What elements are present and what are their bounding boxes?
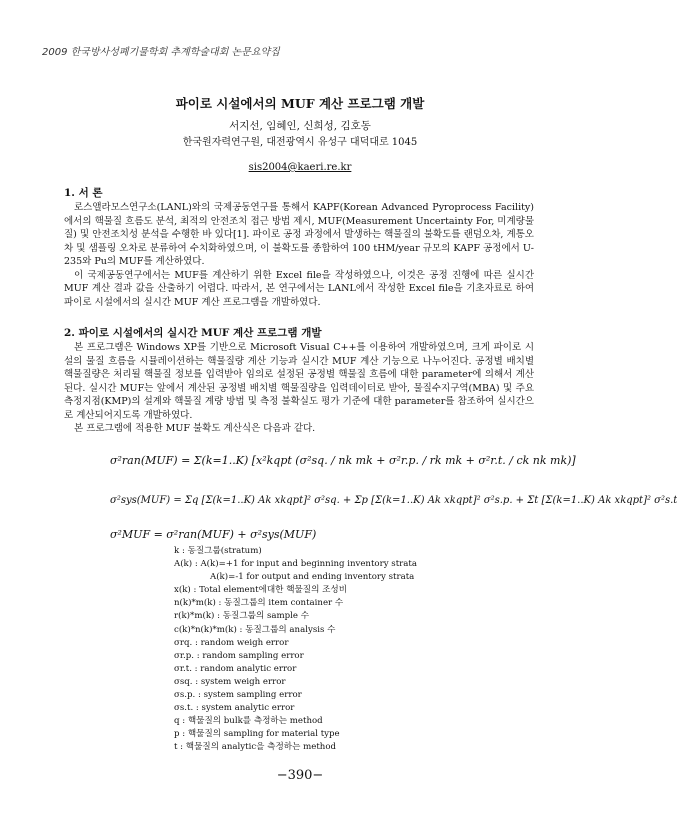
definition-item: r(k)*m(k) : 동질그룹의 sample 수 xyxy=(174,611,310,622)
definition-item: A(k)=-1 for output and ending inventory strata xyxy=(210,572,415,583)
definition-item: σr.p. : random sampling error xyxy=(174,650,304,661)
definition-item: A(k) : A(k)=+1 for input and beginning inventory strata xyxy=(174,559,417,570)
definition-item: t : 핵물질의 analytic을 측정하는 method xyxy=(174,742,337,753)
definition-item: c(k)*n(k)*m(k) : 동질그룹의 analysis 수 xyxy=(174,624,336,635)
definition-item: p : 핵물질의 sampling for material type xyxy=(174,729,340,740)
formula-random xyxy=(110,440,576,480)
formula-total-text: σ²MUF = σ²ran(MUF) + σ²sys(MUF) xyxy=(110,527,317,541)
section-2-body xyxy=(64,341,534,436)
author-email: sis2004@kaeri.re.kr xyxy=(248,162,352,173)
definition-item: q : 핵물질의 bulk를 측정하는 method xyxy=(174,716,323,727)
definition-item: n(k)*m(k) : 동질그룹의 item container 수 xyxy=(174,598,344,609)
page-number: −390− xyxy=(276,768,324,783)
paragraph: 본 프로그램은 Windows XP를 기반으로 Microsoft Visual C++를 이용하여 개발하였으며, 크게 파이로 시설의 물질 흐름을 시뮬레이션하는 핵물질량 계산 기능과 실시간 MUF 계산 기능으로 나누어진다. 공정별 배치별 핵물질량은 처리될 핵물질 정보를 입력받아 임의로 설정된 공정별 핵물질 흐름에 대한 parameter에 의해서 계산된다. 실시간 MUF는 앞에서 계산된 공정별 배치별 핵물질량을 입력데이터로 받아, 물질수지구역(MBA) 및 주요측정지점(KMP)의 설계와 핵물질 계량 방법 및 측정 불확실도 평가 기준에 대한 parameter를 참조하여 실시간으로 계산되어지도록 개발하였다. xyxy=(64,342,534,421)
definition-item: σsq. : system weigh error xyxy=(174,676,286,687)
definition-item: σs.t. : system analytic error xyxy=(174,703,295,714)
paragraph: 이 국제공동연구에서는 MUF를 계산하기 위한 Excel file을 작성하였으나, 이것은 공정 진행에 따른 실시간 MUF 계산 결과 값을 산출하기 어렵다. 따라서, 본 연구에서는 LANL에서 작성한 Excel file을 기초자료로 하여 파이로 시설에서의 실시간 MUF 계산 프로그램을 개발하였다. xyxy=(64,269,534,308)
author-list: 서지선, 임혜인, 신희성, 김호동 xyxy=(229,120,371,132)
paragraph: 로스앨라모스연구소(LANL)와의 국제공동연구를 통해서 KAPF(Korean Advanced Pyroprocess Facility)에서의 핵물질 흐름도 분석, 최적의 안전조치 접근 방법 제시, MUF(Measurement Uncertainty For, 미계량물질) 및 안전조치성 분석을 수행한 바 있다[1]. 파이로 공정 과정에서 발생하는 핵물질의 불확도를 랜덤오차, 계통오차 및 샘플링 오차로 분류하여 수치화하였으며, 이 불확도를 종합하여 100 tHM/year 규모의 KAPF 공정에서 U-235와 Pu의 MUF를 계산하였다. xyxy=(64,202,534,267)
paper-title: 파이로 시설에서의 MUF 계산 프로그램 개발 xyxy=(175,96,425,111)
section-2-heading: 2. 파이로 시설에서의 실시간 MUF 계산 프로그램 개발 xyxy=(64,327,322,339)
affiliation: 한국원자력연구원, 대전광역시 유성구 대덕대로 1045 xyxy=(182,137,418,148)
formula-systematic xyxy=(110,480,677,520)
paragraph: 본 프로그램에 적용한 MUF 불확도 계산식은 다음과 같다. xyxy=(74,423,316,434)
section-1-body xyxy=(64,201,534,309)
definition-item: σr.t. : random analytic error xyxy=(174,663,297,674)
uncertainty-formulas xyxy=(110,440,677,548)
definition-item: σrq. : random weigh error xyxy=(174,637,289,648)
symbol-definitions xyxy=(174,545,417,755)
section-1-heading: 1. 서 론 xyxy=(64,187,103,199)
formula-systematic-text: σ²sys(MUF) = Σq [Σ(k=1..K) Ak xkqpt]² σ²sq. + Σp [Σ(k=1..K) Ak xkqpt]² σ²s.p. + Σt [Σ(k=1..K) Ak xkqpt]² σ²s.t xyxy=(110,494,677,506)
formula-total xyxy=(110,520,530,548)
formula-random-text: σ²ran(MUF) = Σ(k=1..K) [x²kqpt (σ²sq. / nk mk + σ²r.p. / rk mk + σ²r.t. / ck nk mk)] xyxy=(110,453,576,467)
definition-item: k : 동질그룹(stratum) xyxy=(174,546,262,556)
definition-item: x(k) : Total element에대한 핵물질의 조성비 xyxy=(174,585,348,596)
definition-item: σs.p. : system sampling error xyxy=(174,690,302,701)
journal-header: 2009 한국방사성폐기물학회 추계학술대회 논문요약집 xyxy=(42,47,280,58)
